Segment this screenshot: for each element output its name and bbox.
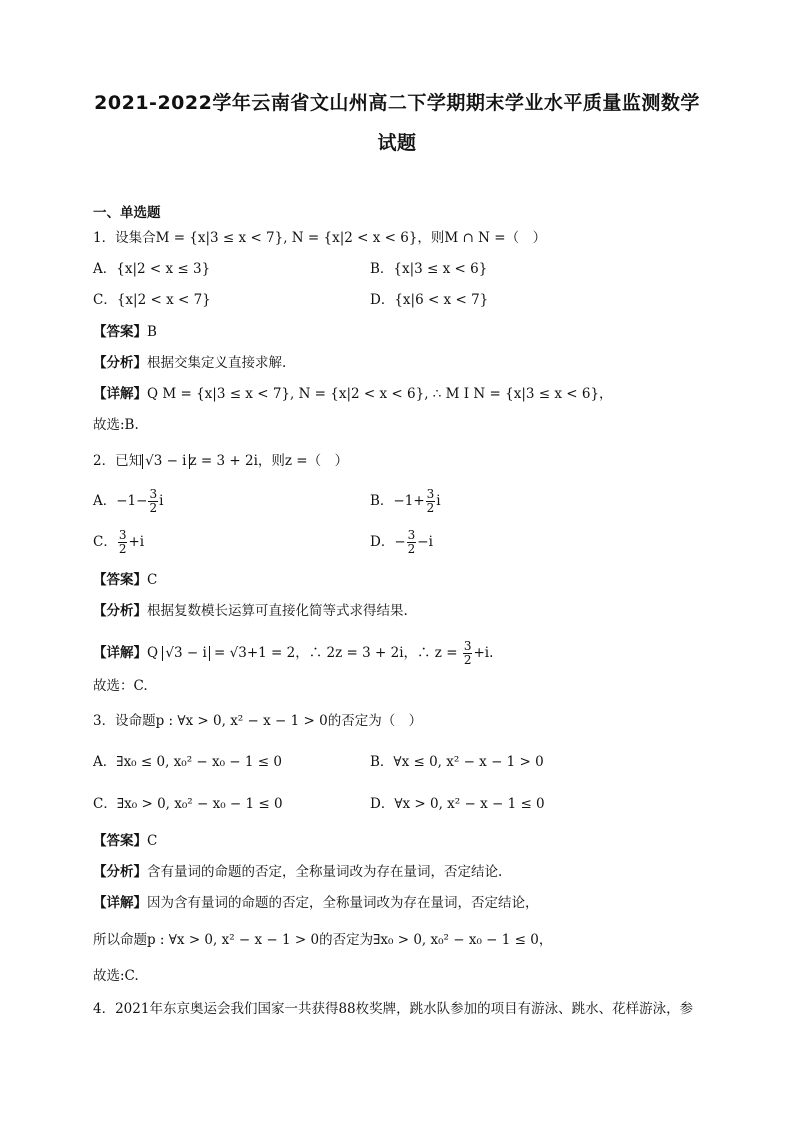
frac-num: 3	[463, 639, 472, 653]
analysis-tag: 【分析】	[93, 603, 147, 619]
q1-option-b: B．{x|3 ≤ x < 6}	[370, 261, 488, 277]
q3-answer	[93, 832, 157, 850]
q2-d-post: −i	[417, 534, 433, 550]
frac-den: 2	[463, 653, 472, 667]
q1-option-c: C．{x|2 < x < 7}	[93, 292, 211, 308]
q3-stem: 3．设命题p : ∀x > 0, x² − x − 1 > 0的否定为（ ）	[93, 713, 423, 729]
frac-num: 3	[118, 528, 127, 542]
q4-stem: 4．2021年东京奥运会我们国家一共获得88枚奖牌，跳水队参加的项目有游泳、跳水、花样游泳，参	[93, 1001, 694, 1017]
q1-conclusion: 故选:B.	[93, 417, 139, 433]
q2-a-post: i	[159, 493, 164, 509]
answer-tag: 【答案】	[93, 572, 147, 588]
fraction	[426, 488, 436, 515]
q2-stem-mid: z = 3 + 2i，则z =（ ）	[189, 453, 349, 469]
detail-c: +i.	[473, 645, 494, 661]
document-title-cont: 试题	[377, 132, 417, 154]
frac-den: 2	[118, 542, 127, 556]
q2-stem-pre: 2．已知	[93, 453, 143, 469]
detail-text: 因为含有量词的命题的否定，全称量词改为存在量词，否定结论，	[147, 895, 539, 911]
q2-conclusion: 故选：C.	[93, 678, 148, 694]
q2-detail	[93, 640, 493, 667]
analysis-text: 根据复数模长运算可直接化简等式求得结果.	[147, 603, 408, 619]
q1-stem: 1．设集合M = {x|3 ≤ x < 7}, N = {x|2 < x < 6}，则M ∩ N =（ ）	[93, 230, 547, 246]
detail-tag: 【详解】	[93, 645, 147, 661]
q2-stem-abs: √3 − i	[142, 454, 189, 469]
detail-tag: 【详解】	[93, 386, 147, 402]
q3-conclusion: 故选:C.	[93, 968, 139, 984]
section-heading: 一、单选题	[93, 205, 161, 221]
detail-tag: 【详解】	[93, 895, 147, 911]
q3-option-a: A．∃x₀ ≤ 0, x₀² − x₀ − 1 ≤ 0	[93, 754, 282, 770]
q2-b-post: i	[436, 493, 441, 509]
q3-option-d: D．∀x > 0, x² − x − 1 ≤ 0	[370, 796, 545, 812]
detail-abs: √3 − i	[162, 646, 209, 661]
detail-text: Q M = {x|3 ≤ x < 7}, N = {x|2 < x < 6}, ∴ M I N = {x|3 ≤ x < 6}，	[147, 386, 613, 402]
q2-d-pre: D．−	[370, 534, 406, 550]
q3-option-c: C．∃x₀ > 0, x₀² − x₀ − 1 ≤ 0	[93, 796, 283, 812]
q1-detail	[93, 385, 613, 403]
fraction	[407, 529, 417, 556]
q1-option-d: D．{x|6 < x < 7}	[370, 292, 489, 308]
q2-c-pre: C．	[93, 534, 117, 550]
frac-num: 3	[407, 528, 416, 542]
q3-detail	[93, 894, 539, 912]
q2-analysis	[93, 602, 408, 620]
q2-option-c	[93, 529, 144, 556]
answer-value: C	[147, 572, 158, 588]
q2-option-d	[370, 529, 433, 556]
q3-analysis	[93, 863, 502, 881]
analysis-text: 含有量词的命题的否定，全称量词改为存在量词，否定结论.	[147, 864, 503, 880]
answer-tag: 【答案】	[93, 833, 147, 849]
answer-value: B	[147, 324, 157, 340]
q2-stem	[93, 452, 348, 470]
detail-b: = √3+1 = 2，∴ 2z = 3 + 2i，∴ z =	[209, 645, 462, 661]
q2-answer	[93, 571, 157, 589]
frac-num: 3	[149, 487, 158, 501]
document-title: 2021-2022学年云南省文山州高二下学期期末学业水平质量监测数学	[94, 92, 700, 114]
q1-answer	[93, 323, 157, 341]
frac-num: 3	[426, 487, 435, 501]
q2-c-post: +i	[128, 534, 145, 550]
q3-option-b: B．∀x ≤ 0, x² − x − 1 > 0	[370, 754, 544, 770]
analysis-tag: 【分析】	[93, 355, 147, 371]
frac-den: 2	[407, 542, 416, 556]
fraction	[118, 529, 128, 556]
q2-option-a	[93, 488, 163, 515]
frac-den: 2	[426, 501, 435, 515]
q2-option-b	[370, 488, 441, 515]
analysis-tag: 【分析】	[93, 864, 147, 880]
q1-option-a: A．{x|2 < x ≤ 3}	[93, 261, 211, 277]
q2-a-pre: A．−1−	[93, 493, 148, 509]
answer-tag: 【答案】	[93, 324, 147, 340]
fraction	[463, 640, 473, 667]
detail-a: Q	[147, 645, 163, 661]
q2-b-pre: B．−1+	[370, 493, 425, 509]
q3-detail-cont: 所以命题p : ∀x > 0, x² − x − 1 > 0的否定为∃x₀ > 0, x₀² − x₀ − 1 ≤ 0，	[93, 932, 553, 948]
analysis-text: 根据交集定义直接求解.	[147, 355, 287, 371]
answer-value: C	[147, 833, 158, 849]
frac-den: 2	[149, 501, 158, 515]
fraction	[148, 488, 158, 515]
q1-analysis	[93, 354, 286, 372]
